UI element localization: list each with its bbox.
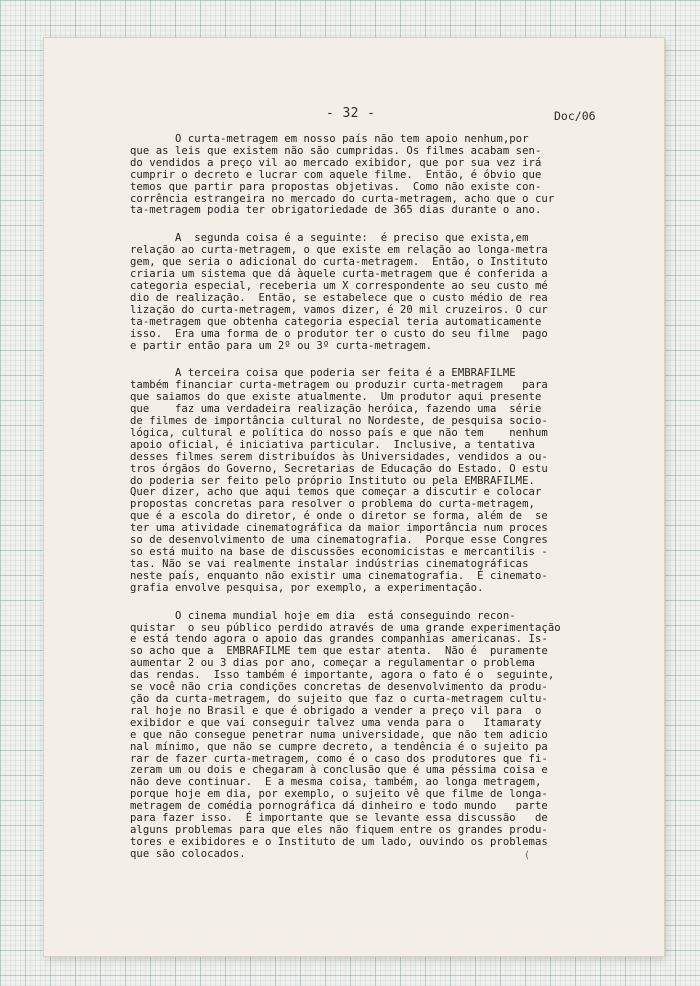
text-line: que é a escola do diretor, é onde o diretor se forma, além de se — [130, 510, 548, 523]
text-line: do poderia ser feito pelo próprio Instituto ou pela EMBRAFILME. — [130, 474, 535, 487]
text-line: so de desenvolvimento de uma cinematografia. Porque esse Congres — [130, 534, 548, 547]
text-line: categoria especial, receberia um X correspondente ao seu custo mé — [130, 279, 548, 292]
text-line: apoio oficial, é iniciativa particular. Inclusive, a tentativa — [130, 438, 535, 451]
text-line: aumentar 2 ou 3 dias por ano, começar a regulamentar o problema — [130, 657, 535, 670]
text-line: quistar o seu público perdido através de uma grande experimentação — [130, 621, 561, 634]
text-line: Quer dizer, acho que aqui temos que começar a discutir e colocar — [130, 486, 542, 499]
text-line: isso. Era uma forma de o produtor ter o custo do seu filme pago — [130, 327, 548, 340]
text-line: desses filmes serem distribuídos às Universidades, vendidos a ou- — [130, 450, 548, 463]
document-body — [130, 134, 630, 861]
text-line: so acho que a EMBRAFILME tem que estar atenta. Não é puramente — [130, 645, 548, 658]
text-line: ta-metragem que obtenha categoria especial teria automaticamente — [130, 315, 542, 328]
text-line: propostas concretas para resolver o problema do curta-metragem, — [130, 498, 535, 511]
text-line: de filmes de importância cultural no Nordeste, de pesquisa socio- — [130, 415, 548, 428]
text-line: so está muito na base de discussões economicistas e mercantilis - — [130, 546, 548, 558]
text-line: porque hoje em dia, por exemplo, o sujeito vê que filme de longa- — [130, 788, 548, 801]
text-line: grafia envolve pesquisa, por exemplo, a experimentação. — [130, 581, 484, 594]
text-line: que saiamos do que existe atualmente. Um produtor aqui presente — [130, 391, 542, 404]
paragraph — [130, 368, 630, 594]
ink-mark: ( — [524, 850, 531, 861]
text-line: lização do curta-metragem, vamos dizer, é 20 mil cruzeiros. O cur — [130, 303, 548, 316]
page-number: - 32 - — [326, 106, 376, 121]
text-line: O curta-metragem em nosso país não tem apoio nenhum,por — [130, 133, 529, 145]
paragraph — [130, 611, 630, 861]
text-line: e partir então para um 2º ou 3º curta-metragem. — [130, 339, 433, 352]
text-line: A segunda coisa é a seguinte: é preciso que exista,em — [130, 232, 529, 245]
text-line: O cinema mundial hoje em dia está conseguindo recon- — [130, 609, 516, 622]
text-line: tores e exibidores e o Instituto de um lado, ouvindo os problemas — [130, 835, 548, 848]
text-line: nal mínimo, que não se cumpre decreto, a tendência é o sujeito pa — [130, 740, 548, 753]
text-line: que as leis que existem não são cumpridas. Os filmes acabam sen- — [130, 144, 542, 157]
text-line: cumprir o decreto e lucrar com aquele filme. Então, é óbvio que — [130, 168, 542, 181]
text-line: rar de fazer curta-metragem, como é o caso dos produtores que fi- — [130, 752, 548, 765]
text-line: que são colocados. — [130, 847, 246, 860]
text-line: temos que partir para propostas objetivas. Como não existe con- — [130, 180, 542, 193]
text-line: tros órgãos do Governo, Secretarias de Educação do Estado. O estu — [130, 462, 548, 475]
text-line: criaria um sistema que dá àquele curta-metragem que é conferida a — [130, 268, 548, 281]
text-line: A terceira coisa que poderia ser feita é a EMBRAFILME — [130, 367, 516, 380]
document-page — [44, 38, 664, 956]
text-line: neste país, enquanto não existir uma cinematografia. É cinemato- — [130, 569, 548, 582]
text-line: exibidor e que vai conseguir talvez uma venda para o Itamaraty — [130, 716, 542, 729]
paragraph — [130, 134, 630, 217]
text-line: corrência estrangeira no mercado do curta-metragem, acho que o cur — [130, 192, 555, 205]
text-line: do vendidos a preço vil ao mercado exibidor, que por sua vez irá — [130, 156, 542, 169]
text-line: ta-metragem podia ter obrigatoriedade de 365 dias durante o ano. — [130, 204, 542, 217]
page-header — [44, 106, 664, 126]
text-line: também financiar curta-metragem ou produzir curta-metragem para — [130, 379, 548, 392]
text-line: se você não cria condições concretas de desenvolvimento da produ- — [130, 681, 548, 694]
document-id: Doc/06 — [554, 109, 596, 123]
text-line: que faz uma verdadeira realização heróica, fazendo uma série — [130, 403, 542, 416]
text-line: alguns problemas para que eles não fiquem entre os grandes produ- — [130, 823, 548, 836]
text-line: e que não consegue penetrar numa universidade, que não tem adicio — [130, 728, 548, 741]
text-line: dio de realização. Então, se estabelece que o custo médio de rea — [130, 291, 548, 304]
text-line: relação ao curta-metragem, o que existe em relação ao longa-metra — [130, 244, 548, 257]
text-line: para fazer isso. É importante que se levante essa discussão de — [130, 812, 548, 825]
text-line: tas. Não se vai realmente instalar indústrias cinematográficas — [130, 557, 529, 570]
text-line: e está tendo agora o apoio das grandes companhias americanas. Is- — [130, 633, 548, 646]
text-line: gem, que seria o adicional do curta-metragem. Então, o Instituto — [130, 256, 548, 269]
text-line: metragem de comédia pornográfica dá dinheiro e todo mundo parte — [130, 800, 548, 813]
paragraph — [130, 233, 630, 352]
text-line: zeram um ou dois e chegaram à conclusão que é uma péssima coisa e — [130, 764, 548, 777]
text-line: das rendas. Isso também é importante, agora o fato é o seguinte, — [130, 669, 555, 682]
text-line: ter uma atividade cinematográfica da maior importância num proces — [130, 522, 548, 535]
text-line: ral hoje no Brasil e que é obrigado a vender a preço vil para o — [130, 704, 542, 717]
text-line: não deve continuar. E a mesma coisa, também, ao longa metragem, — [130, 776, 542, 789]
text-line: lógica, cultural e política do nosso país e que não tem nenhum — [130, 426, 548, 439]
text-line: ção da curta-metragem, do sujeito que faz o curta-metragem cultu- — [130, 692, 548, 705]
